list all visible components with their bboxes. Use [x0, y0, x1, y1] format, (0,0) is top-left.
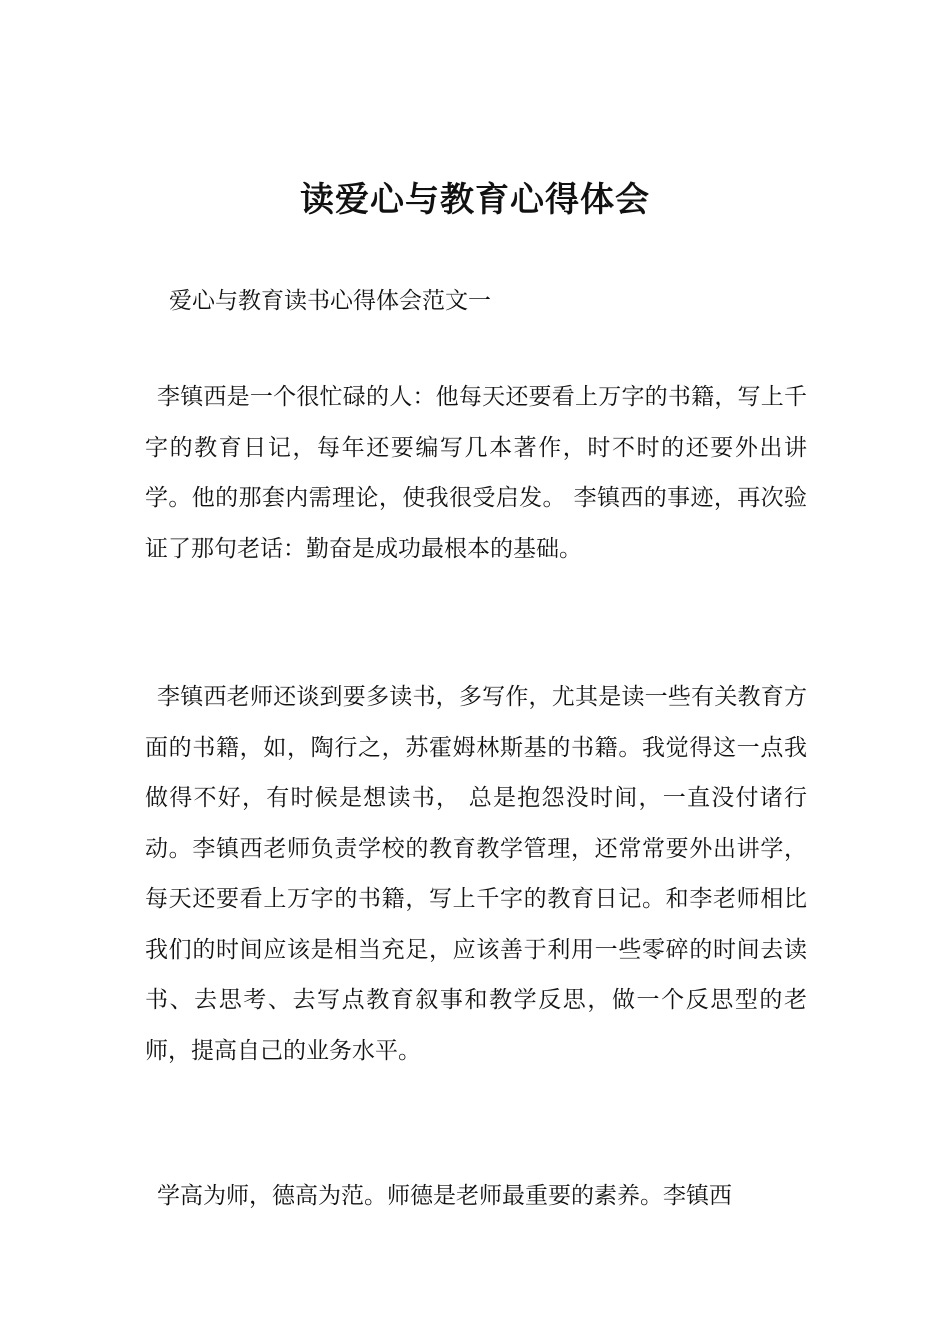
body-paragraph: 李镇西是一个很忙碌的人：他每天还要看上万字的书籍，写上千字的教育日记，每年还要编写几本著作，时不时的还要外出讲学。他的那套内需理论，使我很受启发。 李镇西的事迹，再次验证了那句老话：勤奋是成功最根本的基础。 — [145, 384, 807, 562]
document-subtitle: 爱心与教育读书心得体会范文一 — [169, 288, 491, 314]
body-paragraph: 李镇西老师还谈到要多读书，多写作，尤其是读一些有关教育方面的书籍，如，陶行之，苏霍姆林斯基的书籍。我觉得这一点我做得不好，有时候是想读书， 总是抱怨没时间，一直没付诸行动。李镇西老师负责学校的教育教学管理，还常常要外出讲学，每天还要看上万字的书籍，写上千字的教育日记。和李老师相比我们的时间应该是相当充足，应该善于利用一些零碎的时间去读书、去思考、去写点教育叙事和教学反思，做一个反思型的老师，提高自己的业务水平。 — [145, 684, 807, 1064]
document-title: 读爱心与教育心得体会 — [300, 180, 650, 220]
body-paragraph: 学高为师，德高为范。师德是老师最重要的素养。李镇西 — [157, 1183, 732, 1209]
